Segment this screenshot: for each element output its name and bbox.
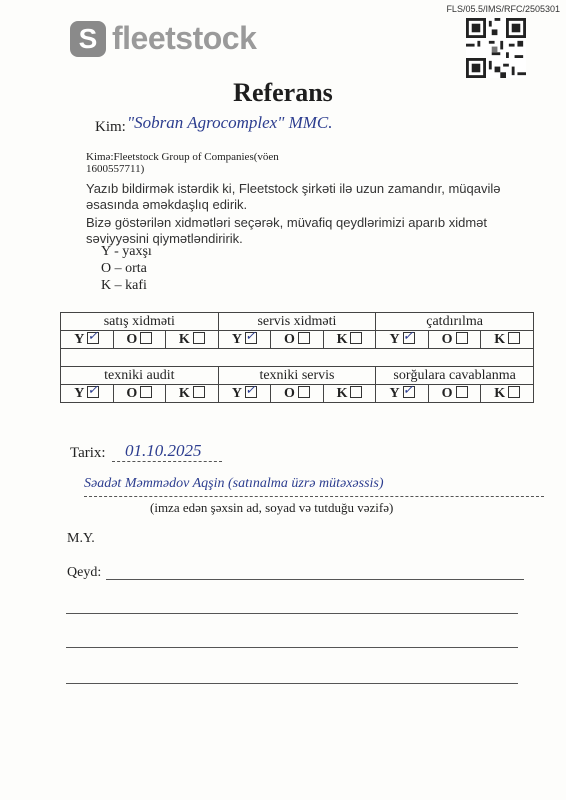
- logo-mark: S: [70, 21, 106, 57]
- document-title: Referans: [233, 78, 333, 107]
- checkbox-checked[interactable]: [244, 327, 257, 344]
- recipient-value-handwritten: "Sobran Agrocomplex" MMC.: [127, 113, 333, 132]
- checkbox[interactable]: [298, 332, 310, 344]
- rating-cell[interactable]: Y ✓: [376, 331, 429, 349]
- checkbox[interactable]: [193, 386, 205, 398]
- qr-code: [466, 18, 526, 78]
- rating-cell[interactable]: Y ✓: [61, 331, 114, 349]
- notes-line[interactable]: [66, 647, 518, 648]
- check-mark: ✓: [244, 381, 256, 397]
- checkbox-checked[interactable]: [244, 381, 257, 398]
- logo-text: fleetstock: [112, 20, 257, 56]
- rating-cell[interactable]: K: [323, 385, 376, 403]
- signature-caption: (imza edən şəxsin ad, soyad və tutduğu vəzifə): [150, 500, 394, 515]
- checkbox[interactable]: [350, 332, 362, 344]
- check-mark: ✓: [87, 327, 99, 343]
- rating-cell[interactable]: K: [481, 331, 534, 349]
- date-label: Tarix:: [70, 445, 106, 461]
- spacer-row: [61, 349, 534, 367]
- instruction-paragraph: Bizə göstərilən xidmətləri seçərək, müvafiq qeydlərimizi aparıb xidmət səviyyəsini qiymətləndiririk.: [86, 215, 487, 246]
- signature-line: [84, 496, 544, 497]
- category-header: texniki servis: [218, 367, 376, 385]
- legend-satisfactory: K – kafi: [101, 278, 147, 293]
- rating-cell[interactable]: O: [113, 385, 166, 403]
- checkbox[interactable]: [193, 332, 205, 344]
- rating-cell[interactable]: O: [113, 331, 166, 349]
- category-header: çatdırılma: [376, 313, 534, 331]
- fleetstock-logo: [70, 20, 256, 57]
- category-header: servis xidməti: [218, 313, 376, 331]
- checkbox[interactable]: [298, 386, 310, 398]
- check-mark: ✓: [402, 327, 414, 343]
- checkbox-checked[interactable]: [402, 327, 415, 344]
- checkbox[interactable]: [140, 386, 152, 398]
- checkbox[interactable]: [140, 332, 152, 344]
- notes-line[interactable]: [106, 579, 524, 580]
- stamp-label: M.Y.: [67, 531, 95, 546]
- checkbox[interactable]: [508, 386, 520, 398]
- category-header: sorğulara cavablanma: [376, 367, 534, 385]
- document-code: FLS/05.5/IMS/RFC/2505301: [446, 4, 560, 14]
- checkbox[interactable]: [508, 332, 520, 344]
- date-value-handwritten: 01.10.2025: [125, 441, 202, 460]
- rating-cell[interactable]: O: [428, 385, 481, 403]
- checkbox-checked[interactable]: [87, 381, 99, 398]
- check-mark: ✓: [244, 327, 256, 343]
- category-header: texniki audit: [61, 367, 219, 385]
- rating-table: [60, 312, 534, 403]
- category-header: satış xidməti: [61, 313, 219, 331]
- rating-cell[interactable]: K: [166, 331, 219, 349]
- rating-cell[interactable]: K: [481, 385, 534, 403]
- checkbox-checked[interactable]: [87, 327, 99, 344]
- checkbox[interactable]: [456, 386, 468, 398]
- legend-good: Y - yaxşı: [101, 244, 152, 259]
- rating-cell[interactable]: Y ✓: [218, 385, 271, 403]
- notes-label: Qeyd:: [67, 565, 102, 580]
- notes-line[interactable]: [66, 613, 518, 614]
- rating-cell[interactable]: K: [166, 385, 219, 403]
- legend-average: O – orta: [101, 261, 147, 276]
- checkbox-checked[interactable]: [402, 381, 415, 398]
- rating-cell[interactable]: Y ✓: [61, 385, 114, 403]
- rating-cell[interactable]: O: [271, 331, 324, 349]
- addressee: Kimə:Fleetstock Group of Companies(vöen 1600557711): [86, 151, 279, 175]
- recipient-label: Kim:: [95, 119, 126, 135]
- intro-paragraph: Yazıb bildirmək istərdik ki, Fleetstock şirkəti ilə uzun zamandır, müqavilə əsasında əməkdaşlıq edirik.: [86, 181, 501, 212]
- checkbox[interactable]: [350, 386, 362, 398]
- notes-line[interactable]: [66, 683, 518, 684]
- signer-handwritten: Səadət Məmmədov Aqşin (satınalma üzrə mütəxəssis): [84, 476, 384, 491]
- check-mark: ✓: [402, 381, 414, 397]
- date-line: [112, 461, 222, 462]
- rating-cell[interactable]: K: [323, 331, 376, 349]
- rating-cell[interactable]: O: [428, 331, 481, 349]
- check-mark: ✓: [87, 381, 99, 397]
- rating-cell[interactable]: Y ✓: [376, 385, 429, 403]
- rating-cell[interactable]: Y ✓: [218, 331, 271, 349]
- rating-cell[interactable]: O: [271, 385, 324, 403]
- checkbox[interactable]: [456, 332, 468, 344]
